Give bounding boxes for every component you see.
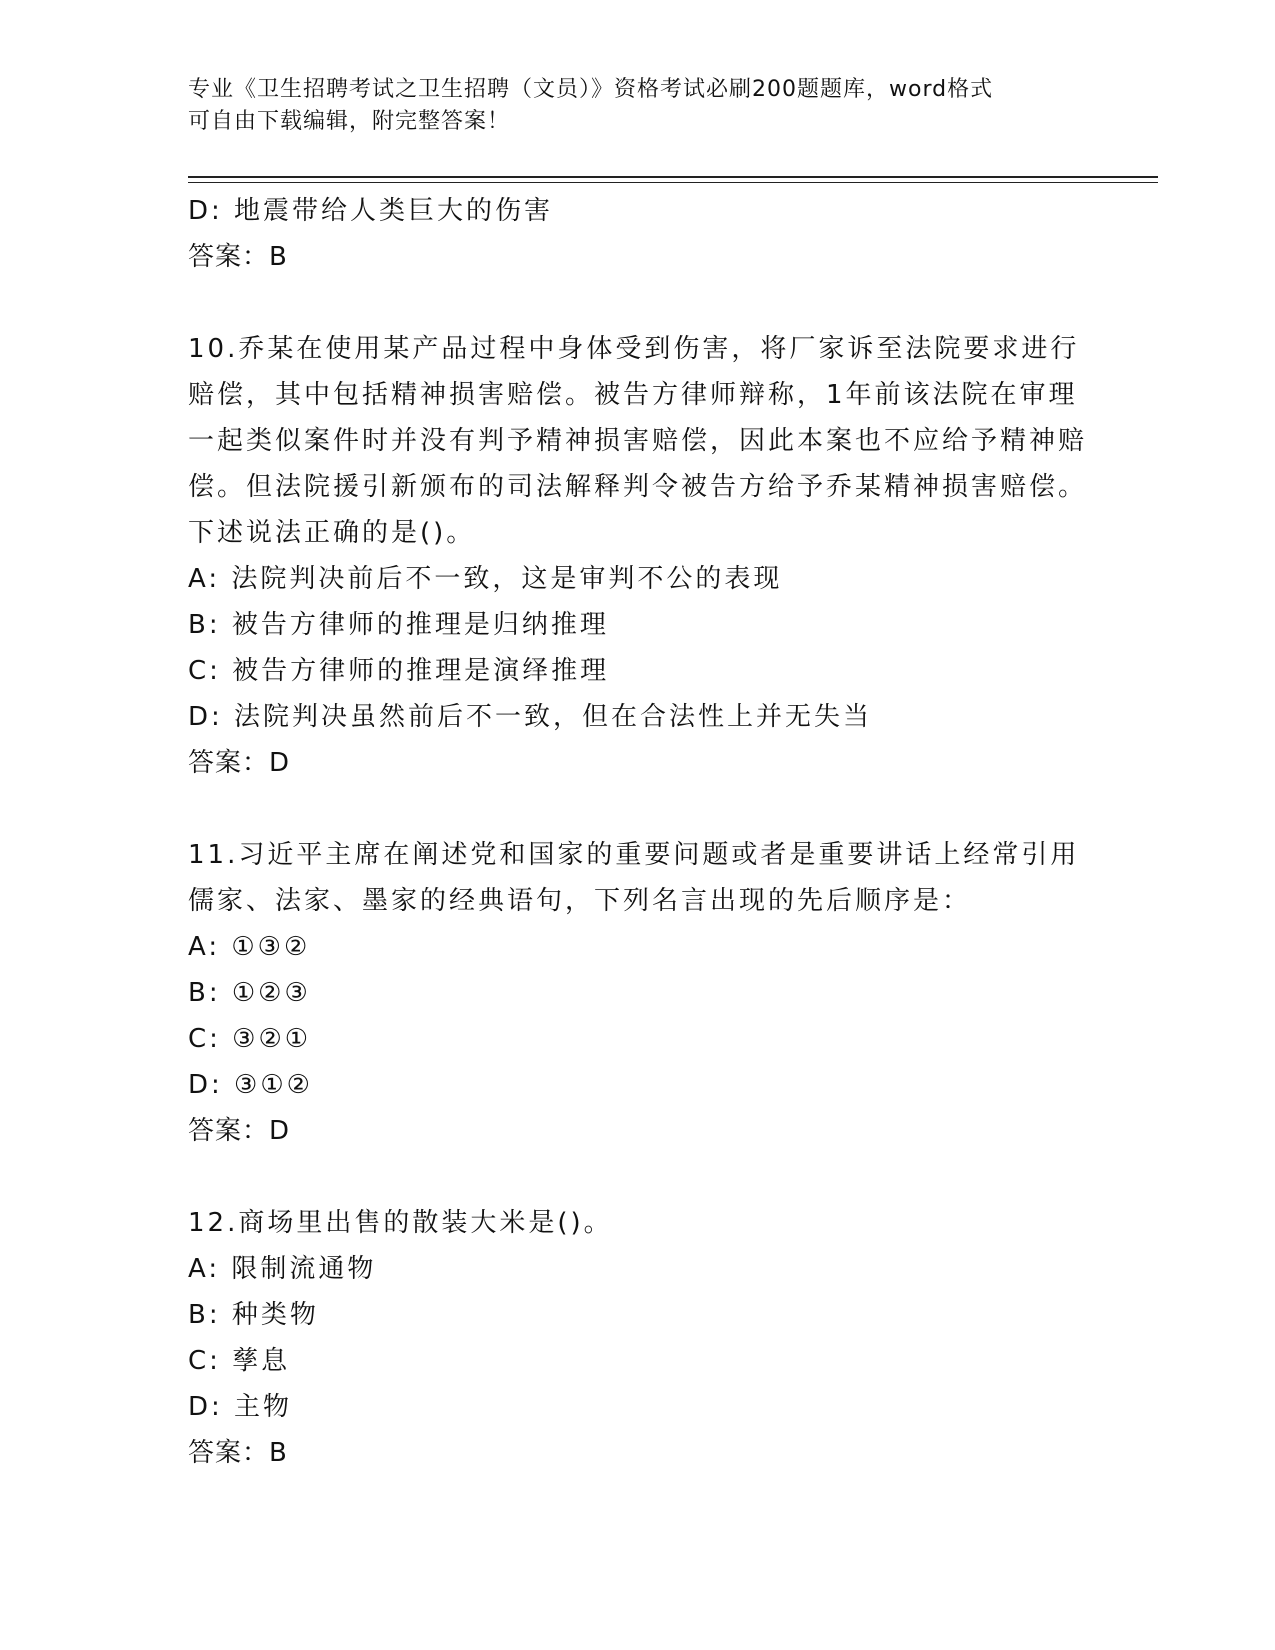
answer: 答案：D bbox=[188, 1116, 291, 1146]
option-d: D: ③①② bbox=[188, 1070, 313, 1100]
previous-question-option-d: D: 地震带给人类巨大的伤害 bbox=[188, 196, 554, 226]
spacer bbox=[188, 786, 1088, 832]
option-b: B: 种类物 bbox=[188, 1300, 319, 1330]
question-stem: 11.习近平主席在阐述党和国家的重要问题或者是重要讲话上经常引用儒家、法家、墨家的经典语句，下列名言出现的先后顺序是： bbox=[188, 840, 1080, 916]
header-divider-thin bbox=[188, 182, 1158, 183]
header-divider-thick bbox=[188, 176, 1158, 178]
spacer bbox=[188, 1154, 1088, 1200]
answer: 答案：D bbox=[188, 748, 291, 778]
question-11 bbox=[188, 832, 1088, 1154]
option-a: A: 限制流通物 bbox=[188, 1254, 377, 1284]
option-a: A: ①③② bbox=[188, 932, 311, 962]
question-10 bbox=[188, 326, 1088, 786]
document-header bbox=[188, 74, 1088, 138]
answer: 答案：B bbox=[188, 1438, 288, 1468]
option-c: C: 孳息 bbox=[188, 1346, 291, 1376]
option-d: D: 法院判决虽然前后不一致，但在合法性上并无失当 bbox=[188, 702, 873, 732]
spacer bbox=[188, 280, 1088, 326]
question-stem: 10.乔某在使用某产品过程中身体受到伤害，将厂家诉至法院要求进行赔偿，其中包括精神损害赔偿。被告方律师辩称，1年前该法院在审理一起类似案件时并没有判予精神损害赔偿，因此本案也不应给予精神赔偿。但法院援引新颁布的司法解释判令被告方给予乔某精神损害赔偿。下述说法正确的是()。 bbox=[188, 334, 1088, 548]
option-d: D: 主物 bbox=[188, 1392, 293, 1422]
option-b: B: 被告方律师的推理是归纳推理 bbox=[188, 610, 609, 640]
previous-question-answer: 答案：B bbox=[188, 242, 288, 272]
option-b: B: ①②③ bbox=[188, 978, 311, 1008]
header-line-2: 可自由下载编辑，附完整答案！ bbox=[188, 109, 511, 134]
question-stem: 12.商场里出售的散装大米是()。 bbox=[188, 1208, 613, 1238]
option-a: A: 法院判决前后不一致，这是审判不公的表现 bbox=[188, 564, 783, 594]
header-line-1: 专业《卫生招聘考试之卫生招聘（文员）》资格考试必刷200题题库，word格式 bbox=[188, 77, 994, 102]
document-body bbox=[188, 188, 1088, 1476]
question-12 bbox=[188, 1200, 1088, 1476]
option-c: C: 被告方律师的推理是演绎推理 bbox=[188, 656, 610, 686]
option-c: C: ③②① bbox=[188, 1024, 312, 1054]
